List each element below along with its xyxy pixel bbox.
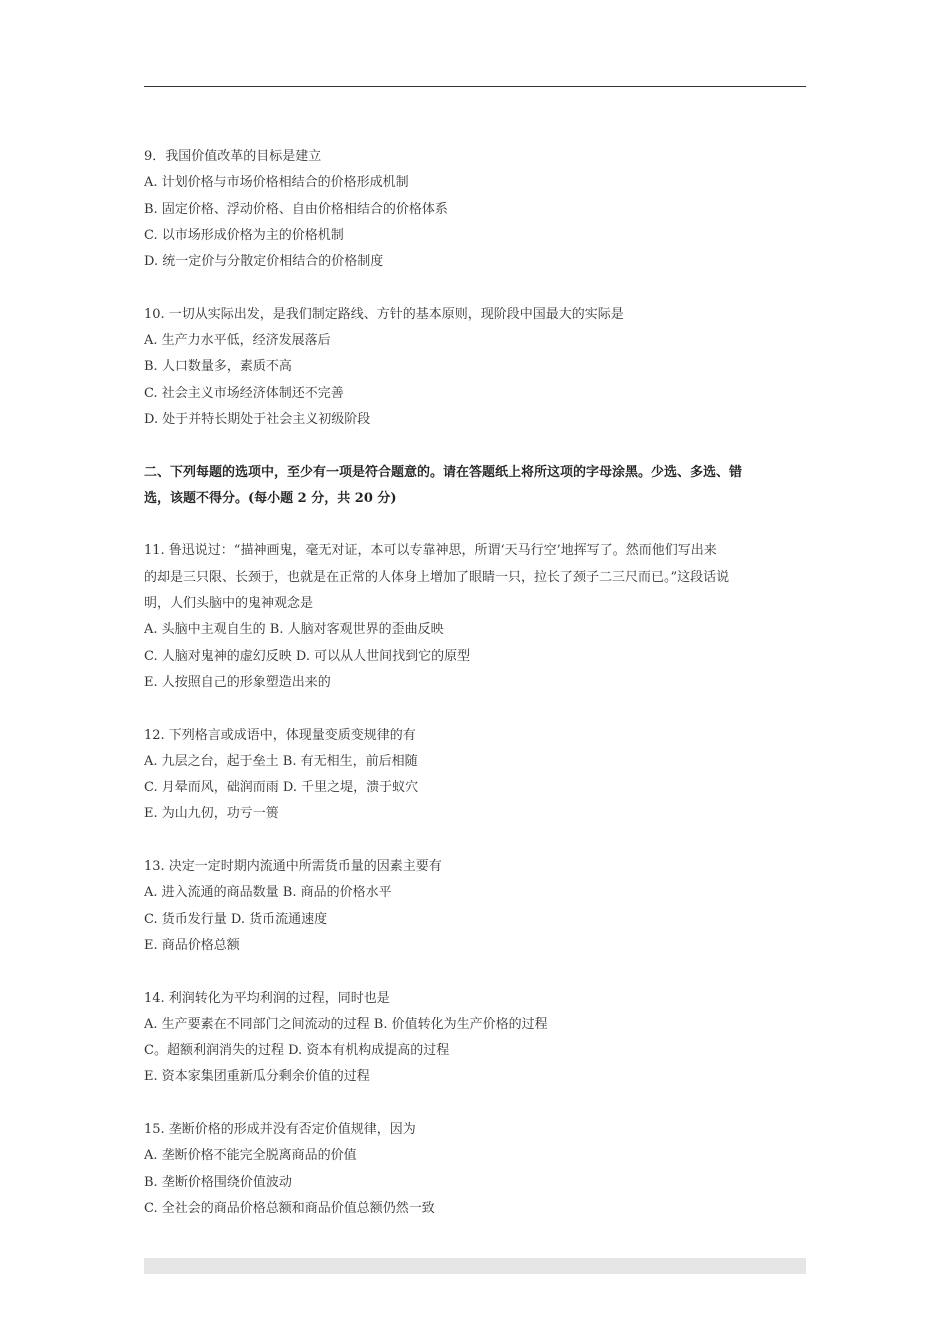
question-12-options-ab: A. 九层之台，起于垒土 B. 有无相生，前后相随 [144,753,418,769]
footer-bar [144,1258,806,1274]
question-12-options-cd: C. 月晕而风，础润而雨 D. 千里之堤，溃于蚁穴 [144,780,419,796]
question-14-options-cd: C。超额利润消失的过程 D. 资本有机构成提高的过程 [144,1043,450,1059]
question-10-option-a: A. 生产力水平低，经济发展落后 [144,333,331,349]
spacer [144,433,806,459]
section-2-heading-line-1: 二、下列每题的选项中，至少有一项是符合题意的。请在答题纸上将所这项的字母涂黑。少选、多选、错 [144,464,743,480]
question-10-option-d: D. 处于并特长期处于社会主义初级阶段 [144,411,371,427]
question-12-stem: 12. 下列格言或成语中，体现量变质变规律的有 [144,727,416,743]
spacer [144,828,806,854]
question-13-option-e: E. 商品价格总额 [144,937,240,953]
question-14-stem: 14. 利润转化为平均利润的过程，同时也是 [144,990,390,1006]
question-11-options-ab: A. 头脑中主观自生的 B. 人脑对客观世界的歪曲反映 [144,622,444,638]
question-9-stem: 9．我国价值改革的目标是建立 [144,149,322,164]
question-9-option-b: B. 固定价格、浮动价格、自由价格相结合的价格体系 [144,201,448,217]
spacer [144,696,806,722]
question-10-option-c: C. 社会主义市场经济体制还不完善 [144,385,344,401]
question-15-option-c: C. 全社会的商品价格总额和商品价值总额仍然一致 [144,1200,435,1216]
question-9-option-d: D. 统一定价与分散定价相结合的价格制度 [144,254,384,270]
spacer [144,959,806,985]
question-14-option-e: E. 资本家集团重新瓜分剩余价值的过程 [144,1069,370,1085]
spacer [144,275,806,301]
question-13-stem: 13. 决定一定时期内流通中所需货币量的因素主要有 [144,859,442,875]
question-13-options-cd: C. 货币发行量 D. 货币流通速度 [144,911,328,927]
question-9-option-c: C. 以市场形成价格为主的价格机制 [144,227,344,243]
question-11-stem-line-1: 11. 鲁迅说过：“描神画鬼，毫无对证，本可以专靠神思，所谓‘天马行空’地挥写了。然而他们写出来 [144,543,717,559]
question-15-option-a: A. 垄断价格不能完全脱离商品的价值 [144,1148,357,1164]
spacer [144,1091,806,1117]
question-15-option-b: B. 垄断价格围绕价值波动 [144,1174,292,1190]
question-14-options-ab: A. 生产要素在不同部门之间流动的过程 B. 价值转化为生产价格的过程 [144,1016,548,1032]
question-11-options-cd: C. 人脑对鬼神的虚幻反映 D. 可以从人世间找到它的原型 [144,648,471,664]
spacer [144,512,806,538]
question-11-stem-line-3: 明，人们头脑中的鬼神观念是 [144,596,314,612]
document-body [144,144,806,1222]
question-15-stem: 15. 垄断价格的形成并没有否定价值规律，因为 [144,1121,416,1137]
question-10-option-b: B. 人口数量多，素质不高 [144,359,292,375]
header-rule [144,86,806,87]
question-11-option-e: E. 人按照自己的形象塑造出来的 [144,674,331,690]
question-13-options-ab: A. 进入流通的商品数量 B. 商品的价格水平 [144,885,392,901]
question-12-option-e: E. 为山九仞，功亏一篑 [144,806,279,822]
question-11-stem-line-2: 的却是三只限、长颈于，也就是在正常的人体身上增加了眼睛一只，拉长了颈子二三尺而已。”这段话说 [144,569,730,585]
section-2-heading-line-2: 选，该题不得分。(每小题 2 分，共 20 分) [144,490,397,506]
question-10-stem: 10. 一切从实际出发，是我们制定路线、方针的基本原则，现阶段中国最大的实际是 [144,306,624,322]
question-9-option-a: A. 计划价格与市场价格相结合的价格形成机制 [144,175,409,191]
